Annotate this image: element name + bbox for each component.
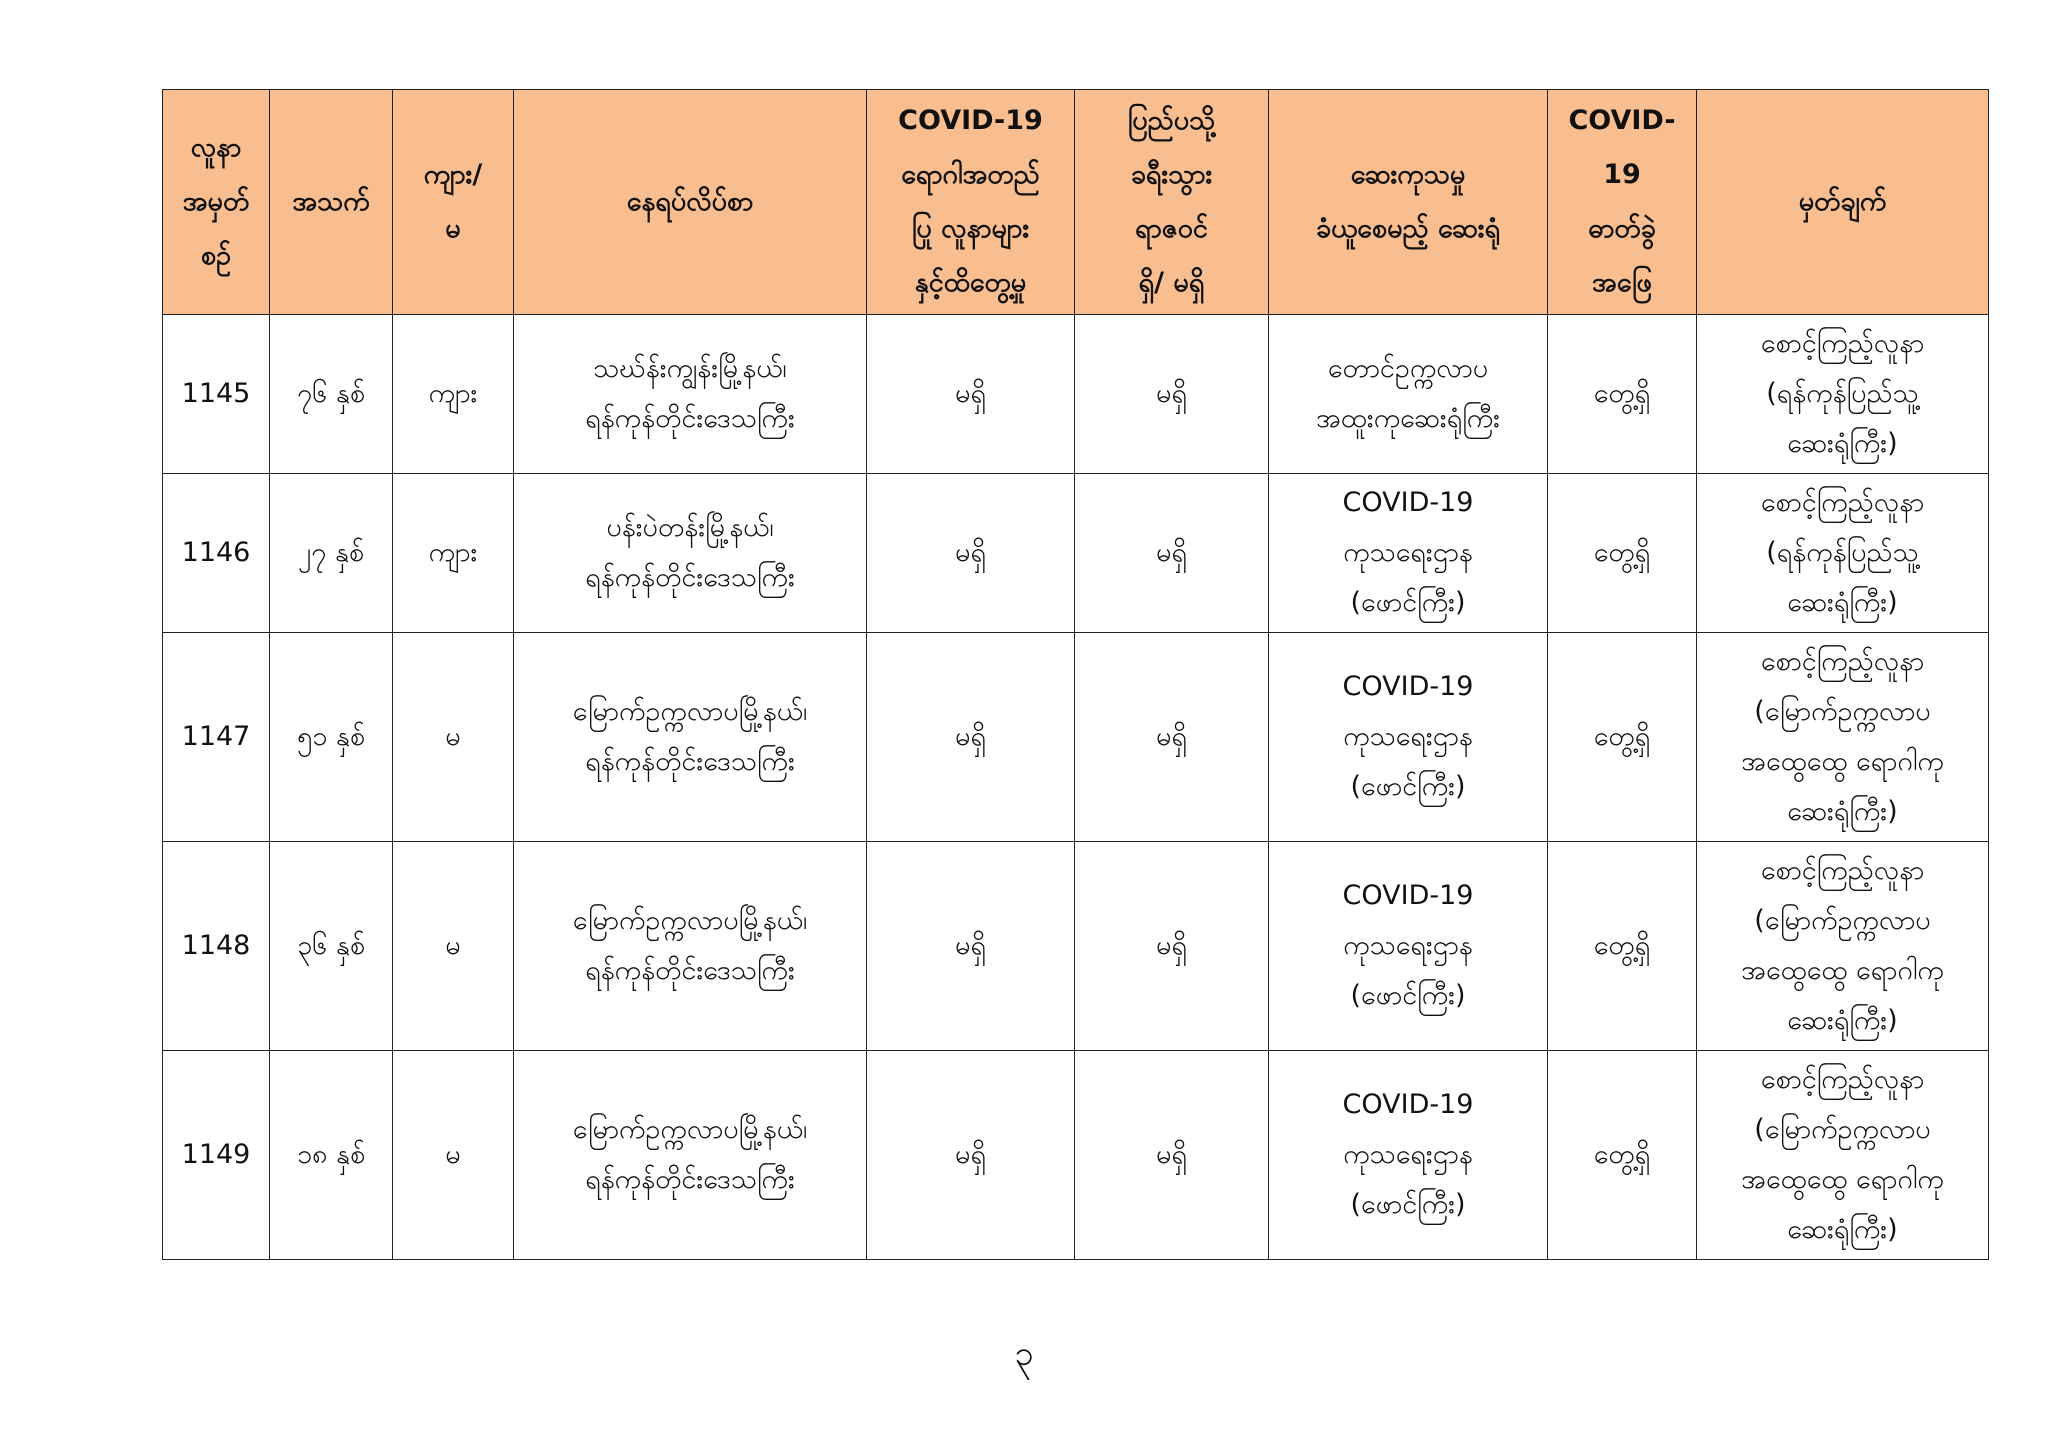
cell-remarks: စောင့်ကြည့်လူနာ (မြောက်ဥက္ကလာပ အထွေထွေ ရောဂါကု ဆေးရုံကြီး): [1697, 633, 1989, 842]
cell-hospital: COVID-19 ကုသရေးဌာန (ဖောင်ကြီး): [1269, 842, 1548, 1051]
cell-address: မြောက်ဥက္ကလာပမြို့နယ်၊ ရန်ကုန်တိုင်းဒေသကြီး: [514, 1051, 867, 1260]
cell-contact: မရှိ: [867, 315, 1075, 474]
header-travel-history: ပြည်ပသို့ ခရီးသွား ရာဇဝင် ရှိ/ မရှိ: [1075, 90, 1269, 315]
table-row: [163, 1051, 1989, 1260]
cell-remarks: စောင့်ကြည့်လူနာ (မြောက်ဥက္ကလာပ အထွေထွေ ရောဂါကု ဆေးရုံကြီး): [1697, 1051, 1989, 1260]
cell-sex: ကျား: [393, 315, 514, 474]
cell-hospital: COVID-19 ကုသရေးဌာန (ဖောင်ကြီး): [1269, 474, 1548, 633]
cell-age: ၃၆ နှစ်: [270, 842, 393, 1051]
cell-lab-result: တွေ့ရှိ: [1548, 633, 1697, 842]
header-remarks: မှတ်ချက်: [1697, 90, 1989, 315]
header-sex: ကျား/ မ: [393, 90, 514, 315]
cell-contact: မရှိ: [867, 474, 1075, 633]
cell-lab-result: တွေ့ရှိ: [1548, 1051, 1697, 1260]
cell-travel: မရှိ: [1075, 315, 1269, 474]
cell-patient-number: 1146: [163, 474, 270, 633]
cell-sex: မ: [393, 633, 514, 842]
cell-travel: မရှိ: [1075, 633, 1269, 842]
table-row: [163, 474, 1989, 633]
cell-lab-result: တွေ့ရှိ: [1548, 474, 1697, 633]
cell-patient-number: 1145: [163, 315, 270, 474]
header-row: [163, 90, 1989, 315]
header-patient-number: လူနာ အမှတ် စဉ်: [163, 90, 270, 315]
cell-address: မြောက်ဥက္ကလာပမြို့နယ်၊ ရန်ကုန်တိုင်းဒေသကြီး: [514, 633, 867, 842]
cell-hospital: တောင်ဥက္ကလာပ အထူးကုဆေးရုံကြီး: [1269, 315, 1548, 474]
cell-contact: မရှိ: [867, 1051, 1075, 1260]
page-number: ၃: [1014, 1334, 1034, 1374]
cell-hospital: COVID-19 ကုသရေးဌာန (ဖောင်ကြီး): [1269, 1051, 1548, 1260]
header-age: အသက်: [270, 90, 393, 315]
cell-contact: မရှိ: [867, 633, 1075, 842]
cell-remarks: စောင့်ကြည့်လူနာ (မြောက်ဥက္ကလာပ အထွေထွေ ရောဂါကု ဆေးရုံကြီး): [1697, 842, 1989, 1051]
table-row: [163, 842, 1989, 1051]
table-header: [163, 90, 1989, 315]
cell-remarks: စောင့်ကြည့်လူနာ (ရန်ကုန်ပြည်သူ့ ဆေးရုံကြီး): [1697, 474, 1989, 633]
cell-patient-number: 1149: [163, 1051, 270, 1260]
cell-age: ၇၆ နှစ်: [270, 315, 393, 474]
table-row: [163, 315, 1989, 474]
cell-travel: မရှိ: [1075, 1051, 1269, 1260]
cell-sex: ကျား: [393, 474, 514, 633]
cell-address: ပန်းပဲတန်းမြို့နယ်၊ ရန်ကုန်တိုင်းဒေသကြီး: [514, 474, 867, 633]
cell-patient-number: 1147: [163, 633, 270, 842]
cell-hospital: COVID-19 ကုသရေးဌာန (ဖောင်ကြီး): [1269, 633, 1548, 842]
table-body: [163, 315, 1989, 1260]
cell-age: ၂၇ နှစ်: [270, 474, 393, 633]
covid-cases-table: [162, 89, 1989, 1260]
cell-remarks: စောင့်ကြည့်လူနာ (ရန်ကုန်ပြည်သူ့ ဆေးရုံကြီး): [1697, 315, 1989, 474]
cell-address: မြောက်ဥက္ကလာပမြို့နယ်၊ ရန်ကုန်တိုင်းဒေသကြီး: [514, 842, 867, 1051]
cell-age: ၁၈ နှစ်: [270, 1051, 393, 1260]
cell-address: သဃ်န်းကျွန်းမြို့နယ်၊ ရန်ကုန်တိုင်းဒေသကြီး: [514, 315, 867, 474]
header-lab-result: COVID- 19 ဓာတ်ခွဲ အဖြေ: [1548, 90, 1697, 315]
header-address: နေရပ်လိပ်စာ: [514, 90, 867, 315]
cell-lab-result: တွေ့ရှိ: [1548, 315, 1697, 474]
cell-sex: မ: [393, 842, 514, 1051]
table-row: [163, 633, 1989, 842]
cell-travel: မရှိ: [1075, 842, 1269, 1051]
cell-patient-number: 1148: [163, 842, 270, 1051]
header-contact-with-confirmed: COVID-19 ရောဂါအတည် ပြု လူနာများ နှင့်ထိတွေ့မှု: [867, 90, 1075, 315]
cell-sex: မ: [393, 1051, 514, 1260]
cell-contact: မရှိ: [867, 842, 1075, 1051]
cell-lab-result: တွေ့ရှိ: [1548, 842, 1697, 1051]
cell-age: ၅၁ နှစ်: [270, 633, 393, 842]
cell-travel: မရှိ: [1075, 474, 1269, 633]
header-treating-hospital: ဆေးကုသမှု ခံယူစေမည့် ဆေးရုံ: [1269, 90, 1548, 315]
